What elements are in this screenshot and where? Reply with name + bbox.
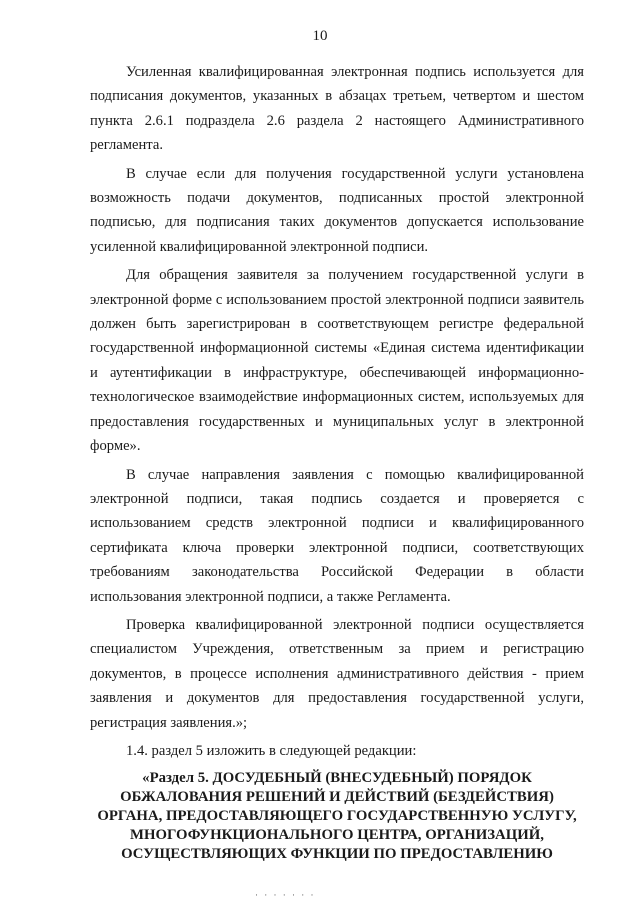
scan-artifact: · · · · · · · xyxy=(255,890,316,900)
section-heading xyxy=(90,769,584,864)
section-heading-line: ОРГАНА, ПРЕДОСТАВЛЯЮЩЕГО ГОСУДАРСТВЕННУЮ УСЛУГУ, xyxy=(97,808,577,825)
section-heading-line: «Раздел 5. ДОСУДЕБНЫЙ (ВНЕСУДЕБНЫЙ) ПОРЯДОК xyxy=(142,770,532,787)
section-heading-line: ОСУЩЕСТВЛЯЮЩИХ ФУНКЦИИ ПО ПРЕДОСТАВЛЕНИЮ xyxy=(121,846,553,863)
section-heading-line: МНОГОФУНКЦИОНАЛЬНОГО ЦЕНТРА, ОРГАНИЗАЦИЙ, xyxy=(130,827,544,844)
section-heading-line: ОБЖАЛОВАНИЯ РЕШЕНИЙ И ДЕЙСТВИЙ (БЕЗДЕЙСТВИЯ) xyxy=(120,789,554,806)
paragraph-registration-esia: Для обращения заявителя за получением государственной услуги в электронной форме с использованием простой электронной подписи заявитель должен быть зарегистрирован в соответствующем регистре федеральной государственной информационной системы «Единая система идентификации и аутентификации в инфраструктуре, обеспечивающей информационно-технологическое взаимодействие информационных систем, используемых для предоставления государственных и муниципальных услуг в электронной форме». xyxy=(90,267,584,455)
paragraph-qualified-signature: В случае направления заявления с помощью квалифицированной электронной подписи, такая подпись создается и проверяется с использованием средств электронной подписи и квалифицированного сертификата ключа проверки электронной подписи, соответствующих требованиям законодательства Российской Федерации в области использования электронной подписи, а также Регламента. xyxy=(90,466,584,605)
paragraph-signature-verification: Проверка квалифицированной электронной подписи осуществляется специалистом Учреждения, ответственным за прием и регистрацию документов, в процессе исполнения административного действия - прием заявления и документов для предоставления государственной услуги, регистрация заявления.»; xyxy=(90,616,584,731)
paragraph-simple-signature: В случае если для получения государственной услуги установлена возможность подачи документов, подписанных простой электронной подписью, для подписания таких документов допускается использование усиленной квалифицированной электронной подписи. xyxy=(90,165,584,255)
document-body xyxy=(90,60,584,864)
paragraph-signature-usage: Усиленная квалифицированная электронная подпись используется для подписания документов, указанных в абзацах третьем, четвертом и шестом пункта 2.6.1 подраздела 2.6 раздела 2 настоящего Административного регламента. xyxy=(90,64,584,154)
paragraph-amendment-item: 1.4. раздел 5 изложить в следующей редакции: xyxy=(126,742,417,759)
page-number: 10 xyxy=(312,28,328,44)
